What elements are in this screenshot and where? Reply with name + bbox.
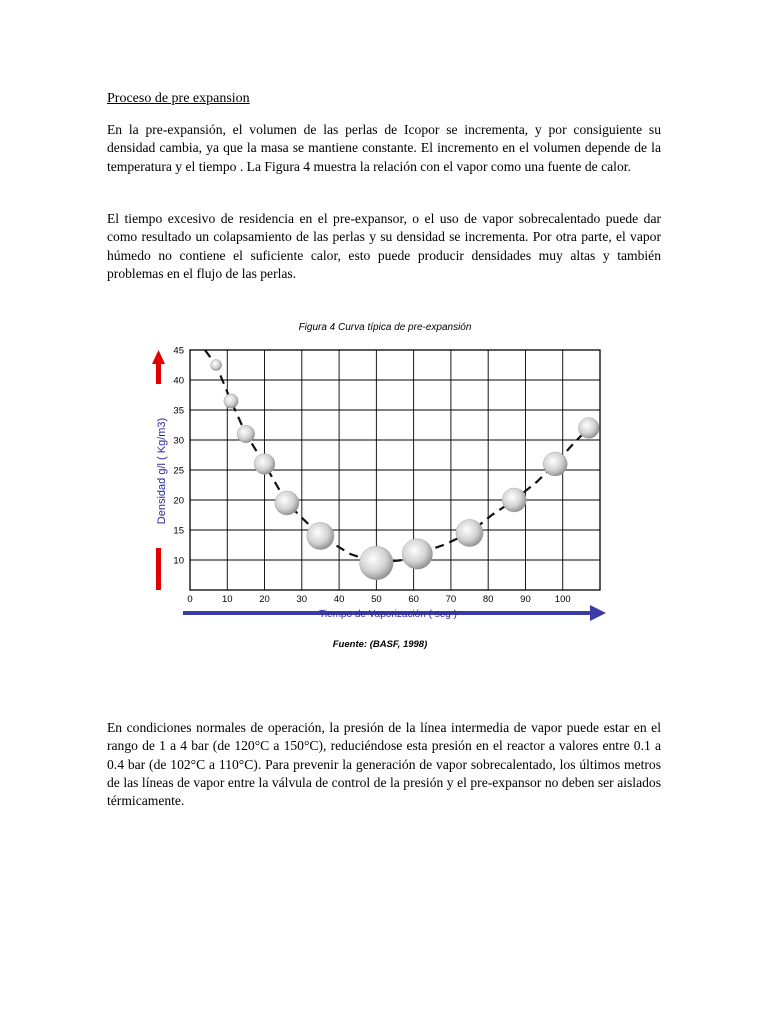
data-point-bead bbox=[502, 488, 526, 512]
paragraph-2: El tiempo excesivo de residencia en el pre-expansor, o el uso de vapor sobrecalentado puede dar como resultado un colapsamiento de las perlas y su densidad se incrementa. Por otra parte, el vapor húmedo no contiene el suficiente calor, esto puede producir densidades muy altas y también problemas en el flujo de las perlas. bbox=[107, 211, 661, 281]
x-tick-label: 0 bbox=[187, 594, 193, 605]
paragraph-3: En condiciones normales de operación, la presión de la línea intermedia de vapor puede estar en el rango de 1 a 4 bar (de 120°C a 150°C), reduciéndose esta presión en el reactor a valores entre 0.1 a 0.4 bar (de 102°C a 110°C). Para prevenir la generación de vapor sobrecalentado, los últimos metros de las líneas de vapor entre la válvula de control de la presión y el pre-expansor no deben ser aislados térmicamente. bbox=[107, 720, 661, 809]
x-tick-label: 40 bbox=[333, 594, 345, 605]
x-axis-label: Tiempo de Vaporización ( seg ) bbox=[319, 609, 457, 620]
up-arrow-icon bbox=[156, 362, 161, 384]
data-point-bead bbox=[254, 454, 275, 475]
figure-caption: Figura 4 Curva típica de pre-expansión bbox=[298, 322, 472, 333]
data-point-bead bbox=[275, 491, 299, 515]
data-point-bead bbox=[224, 394, 238, 408]
x-tick-label: 80 bbox=[482, 594, 494, 605]
y-tick-label: 30 bbox=[173, 435, 184, 447]
data-point-bead bbox=[402, 539, 432, 569]
y-tick-label: 45 bbox=[173, 345, 184, 357]
y-tick-label: 25 bbox=[173, 465, 184, 477]
up-arrow-head-icon bbox=[152, 350, 165, 364]
x-tick-label: 30 bbox=[296, 594, 308, 605]
x-tick-label: 10 bbox=[221, 594, 233, 605]
y-tick-label: 20 bbox=[173, 495, 184, 507]
figure-chart bbox=[150, 316, 620, 656]
x-tick-label: 60 bbox=[408, 594, 419, 605]
data-point-bead bbox=[307, 522, 334, 549]
data-point-bead bbox=[578, 418, 599, 439]
down-bar-icon bbox=[156, 548, 161, 590]
section-heading: Proceso de pre expansion bbox=[107, 91, 250, 106]
x-tick-label: 50 bbox=[371, 594, 382, 605]
y-axis-label: Densidad g/l ( Kg/m3) bbox=[156, 417, 168, 525]
paragraph-1: En la pre-expansión, el volumen de las perlas de Icopor se incrementa, y por consiguiente su densidad cambia, ya que la masa se mantiene constante. El incremento en el volumen depende de la temperatura y el tiempo . La Figura 4 muestra la relación con el vapor como una fuente de calor. bbox=[107, 122, 661, 174]
y-tick-label: 15 bbox=[173, 525, 184, 537]
x-tick-label: 70 bbox=[445, 594, 457, 605]
y-tick-label: 40 bbox=[173, 375, 184, 387]
x-tick-label: 100 bbox=[554, 594, 571, 605]
data-point-bead bbox=[237, 425, 255, 443]
x-axis-arrow-head-icon bbox=[590, 605, 606, 621]
figure-source: Fuente: (BASF, 1998) bbox=[332, 639, 428, 650]
data-point-bead bbox=[210, 359, 221, 370]
y-tick-label: 35 bbox=[173, 405, 184, 417]
x-tick-label: 20 bbox=[259, 594, 270, 605]
data-point-bead bbox=[456, 519, 483, 546]
y-tick-label: 10 bbox=[173, 555, 184, 567]
data-point-bead bbox=[360, 546, 394, 580]
data-point-bead bbox=[543, 452, 567, 476]
x-tick-label: 90 bbox=[520, 594, 531, 605]
